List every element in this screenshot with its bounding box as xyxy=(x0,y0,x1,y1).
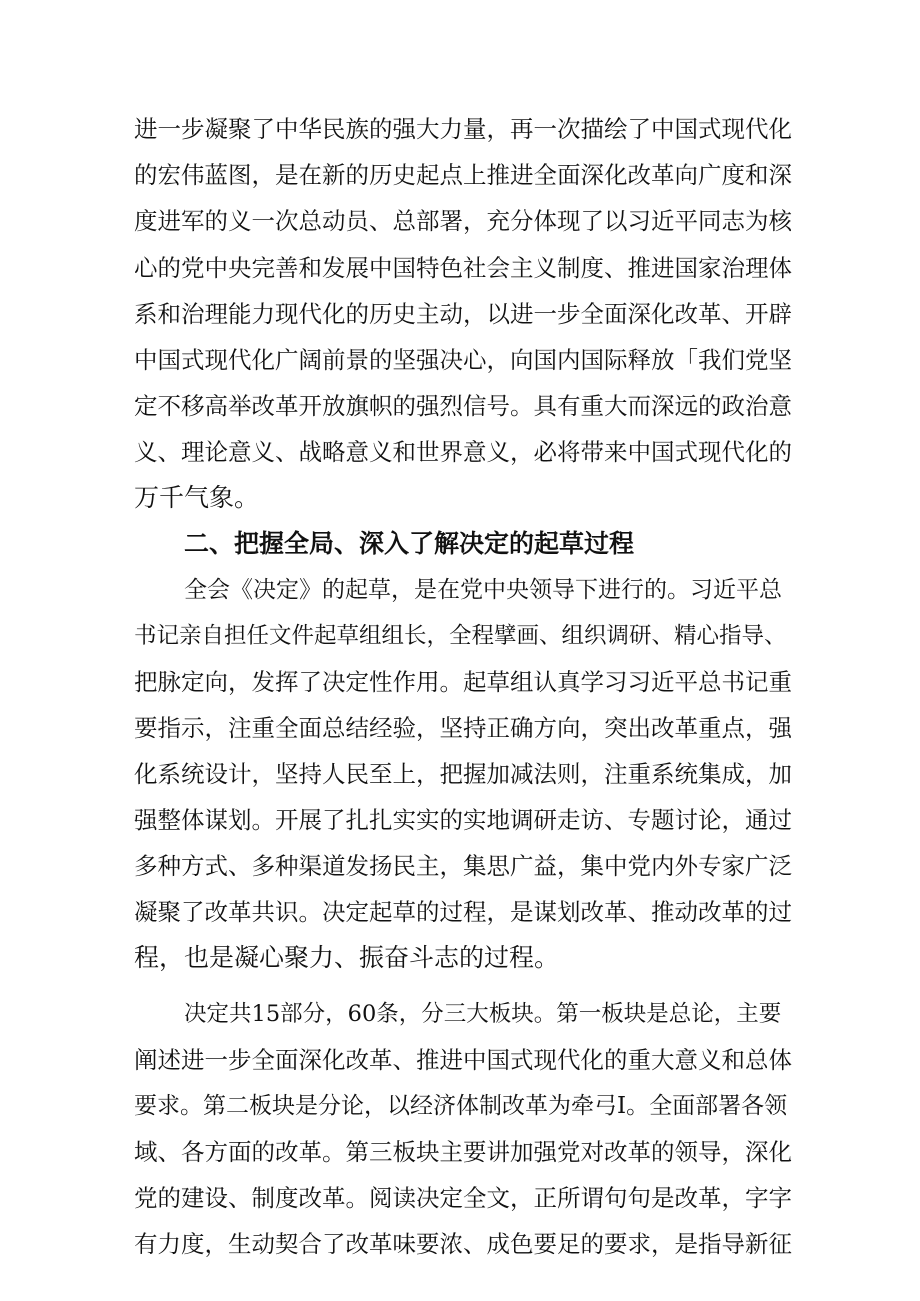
paragraph-2-line-8: 凝聚了改革共识。决定起草的过程，是谋划改革、推动改革的过 xyxy=(134,898,792,926)
section-heading: 二、把握全局、深入了解决定的起草过程 xyxy=(184,529,635,558)
paragraph-2-line-9: 程，也是凝心聚力、振奋斗志的过程。 xyxy=(134,943,560,972)
paragraph-2-line-1: 全会《决定》的起草，是在党中央领导下进行的。习近平总 xyxy=(184,577,782,603)
paragraph-2-line-6: 强整体谋划。开展了扎扎实实的实地调研走访、专题讨论，通过 xyxy=(134,806,792,834)
paragraph-2-line-3: 把脉定向，发挥了决定性作用。起草组认真学习习近平总书记重 xyxy=(134,668,792,696)
paragraph-3-line-2: 阐述进一步全面深化改革、推进中国式现代化的重大意义和总体 xyxy=(134,1046,792,1074)
paragraph-1-line-3: 度进军的义一次总动员、总部署，充分体现了以习近平同志为核 xyxy=(134,207,792,235)
paragraph-1-line-7: 定不移高举改革开放旗帜的强烈信号。具有重大而深远的政治意 xyxy=(134,392,792,420)
paragraph-1-line-1: 进一步凝聚了中华民族的强大力量，再一次描绘了中国式现代化 xyxy=(134,115,792,143)
paragraph-3-line-4: 域、各方面的改革。第三板块主要讲加强党对改革的领导，深化 xyxy=(134,1138,792,1166)
paragraph-2-line-4: 要指示，注重全面总结经验，坚持正确方向，突出改革重点，强 xyxy=(134,714,792,742)
paragraph-3-line-6: 有力度，生动契合了改革味要浓、成色要足的要求，是指导新征 xyxy=(134,1230,792,1258)
paragraph-3-line-5: 党的建设、制度改革。阅读决定全文，正所谓句句是改革，字字 xyxy=(134,1184,792,1212)
paragraph-2-line-5: 化系统设计，坚持人民至上，把握加减法则，注重系统集成，加 xyxy=(134,760,792,788)
paragraph-1-line-6: 中国式现代化广阔前景的坚强决心，向国内国际释放「我们党坚 xyxy=(134,346,792,374)
paragraph-2-line-2: 书记亲自担任文件起草组组长，全程擘画、组织调研、精心指导、 xyxy=(134,623,787,649)
paragraph-1-line-2: 的宏伟蓝图，是在新的历史起点上推进全面深化改革向广度和深 xyxy=(134,161,792,189)
paragraph-3-line-3: 要求。第二板块是分论，以经济体制改革为牵弓I。全面部署各领 xyxy=(134,1093,788,1119)
paragraph-1-line-8: 义、理论意义、战略意义和世界意义，必将带来中国式现代化的 xyxy=(134,438,792,466)
paragraph-2-line-7: 多种方式、多种渠道发扬民主，集思广益，集中党内外专家广泛 xyxy=(134,852,792,880)
paragraph-1-line-9: 万千气象。 xyxy=(134,483,260,512)
paragraph-1-line-4: 心的党中央完善和发展中国特色社会主义制度、推进国家治理体 xyxy=(134,254,792,282)
paragraph-1-line-5: 系和治理能力现代化的历史主动，以进一步全面深化改革、开辟 xyxy=(134,300,792,328)
paragraph-3-line-1: 决定共15部分，60条，分三大板块。第一板块是总论，主要 xyxy=(184,1001,782,1027)
